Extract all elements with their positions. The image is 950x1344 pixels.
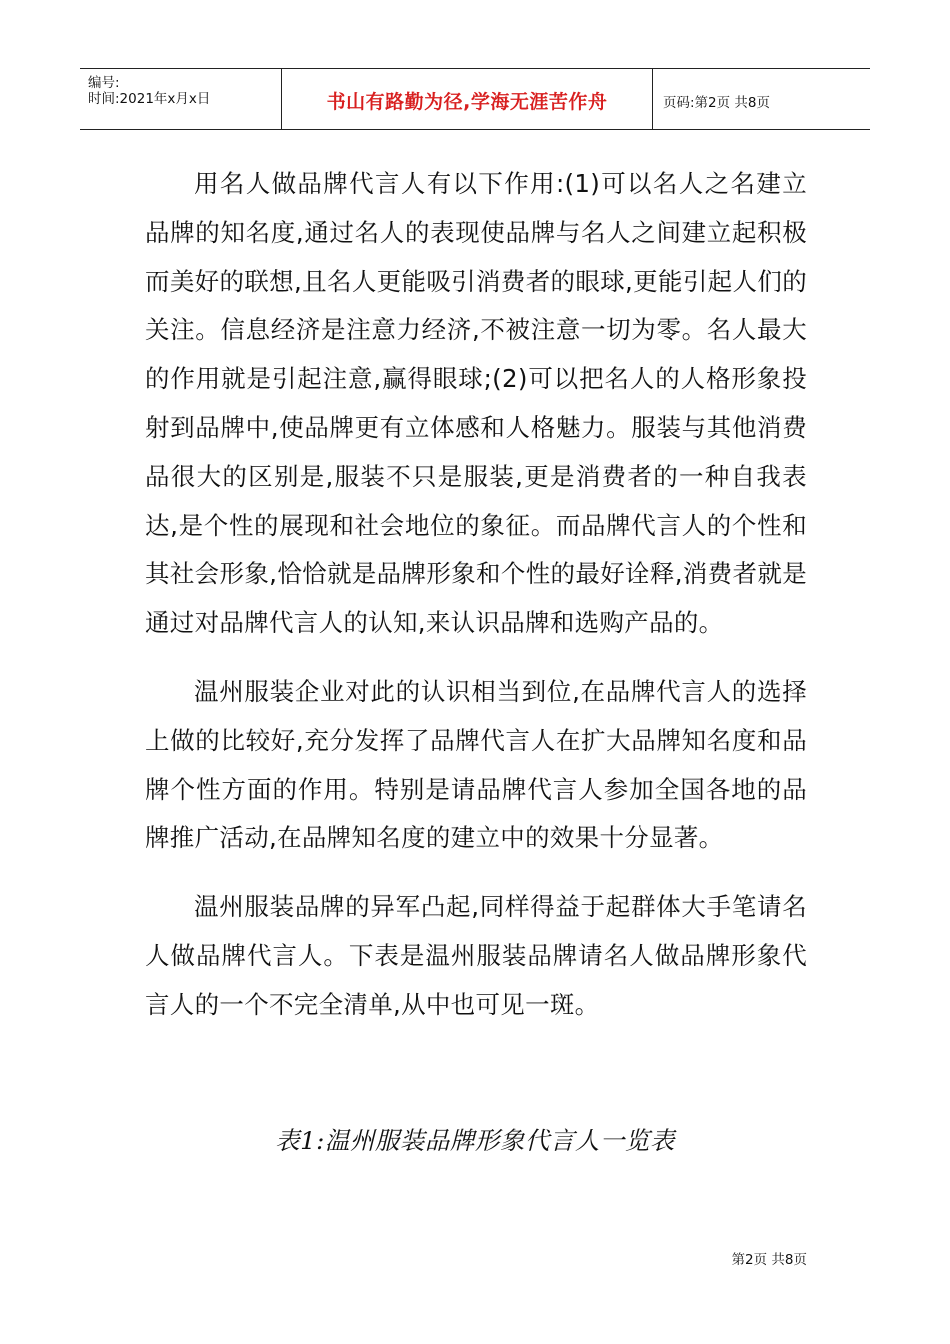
header-meta-cell [80,69,281,129]
body-paragraph-2: 温州服装企业对此的认识相当到位,在品牌代言人的选择上做的比较好,充分发挥了品牌代言人在扩大品牌知名度和品牌个性方面的作用。特别是请品牌代言人参加全国各地的品牌推广活动,在品牌知名度的建立中的效果十分显著。 [145,676,807,853]
header-page-cell [653,69,870,129]
document-time-label: 时间:2021年x月x日 [88,91,211,107]
body-paragraph-3: 温州服装品牌的异军凸起,同样得益于起群体大手笔请名人做品牌代言人。下表是温州服装品牌请名人做品牌形象代言人的一个不完全清单,从中也可见一斑。 [145,892,807,1019]
header-page-code: 页码:第2页 共8页 [663,95,771,111]
header-motto-cell [281,69,653,129]
table-caption: 表1:温州服装品牌形象代言人一览表 [275,1126,675,1155]
document-body [145,160,807,1050]
header-motto: 书山有路勤为径,学海无涯苦作舟 [326,91,608,113]
document-number-label: 编号: [88,75,120,91]
page-header [80,68,870,130]
body-paragraph-1: 用名人做品牌代言人有以下作用:(1)可以名人之名建立品牌的知名度,通过名人的表现使品牌与名人之间建立起积极而美好的联想,且名人更能吸引消费者的眼球,更能引起人们的关注。信息经济是注意力经济,不被注意一切为零。名人最大的作用就是引起注意,赢得眼球;(2)可以把名人的人格形象投射到品牌中,使品牌更有立体感和人格魅力。服装与其他消费品很大的区别是,服装不只是服装,更是消费者的一种自我表达,是个性的展现和社会地位的象征。而品牌代言人的个性和其社会形象,恰恰就是品牌形象和个性的最好诠释,消费者就是通过对品牌代言人的认知,来认识品牌和选购产品的。 [145,169,807,638]
page-footer: 第2页 共8页 [731,1252,807,1268]
